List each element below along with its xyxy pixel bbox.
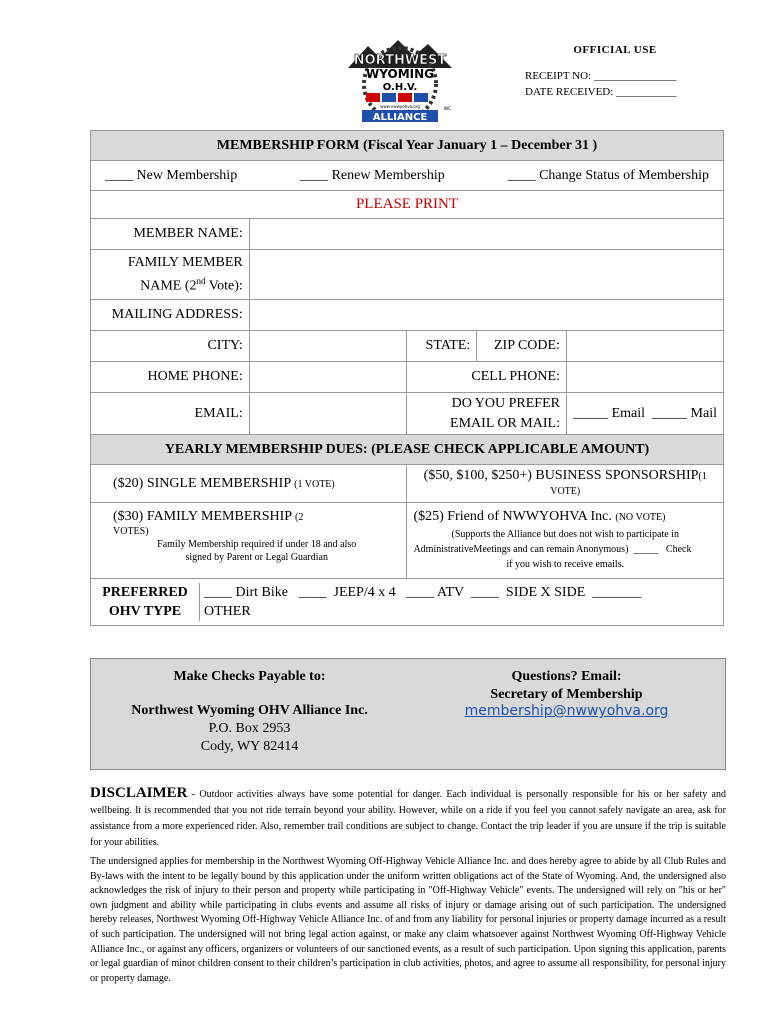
- logo-line4: ALLIANCE: [372, 112, 428, 122]
- business-sponsorship-option[interactable]: [407, 465, 724, 503]
- disclaimer: [90, 785, 726, 851]
- payment-info-box: [90, 658, 726, 770]
- logo-url: www.nwwyohva.org: [380, 104, 420, 109]
- disclaimer-text: - Outdoor activities always have some potential for danger. Each individual is personally responsible for his or her safety and wellbeing. It is recommended that you not ride terrain beyond your ability. However, while on a ride if you feel you cannot safely navigate an area, ask for assistance from a more experienced rider. Also, remember trail conditions are subject to change. Contact the trip leader if you are unsure if the trip is suitable for your abilities.: [90, 789, 726, 848]
- cell-phone-label: CELL PHONE:: [407, 362, 567, 393]
- friend-note-2: AdministrativeMeetings and can remain Anonymous) _____ Check: [413, 544, 692, 555]
- date-received: DATE RECEIVED: ___________: [525, 86, 677, 98]
- cell-phone-field[interactable]: [566, 362, 723, 393]
- friend-note-1: (Supports the Alliance but does not wish to participate in: [451, 529, 679, 540]
- family-membership-vote-1: (2: [295, 512, 304, 523]
- change-status-option[interactable]: ____ Change Status of Membership: [507, 167, 709, 183]
- single-membership-option[interactable]: [91, 465, 407, 503]
- prefer-choice[interactable]: _____ Email _____ Mail: [566, 393, 723, 435]
- mailing-address-label: MAILING ADDRESS:: [91, 300, 250, 331]
- agreement-text: The undersigned applies for membership in the Northwest Wyoming Off-Highway Vehicle Alliance Inc. and does hereby agree to abide by all Club Rules and By-laws with the intent to be legally bound by this application under the uniform written obligations act of the State of Wyoming. And, the undersigned also acknowledges the risk of injury to their person and property while participating in "Off-Highway Vehicle" events. The undersigned will rely on "his or her" own judgment and ability while participating in clubs events and assume all risks of injury or damage arising out of such participation. The undersigned hereby releases, Northwest Wyoming Off-Highway Vehicle Alliance Inc. of and from any liability for personal injuries or property damage incurred as a result of such participation. The undersigned will not bring legal action against, or make any claim whatsoever against Northwest Wyoming Off-Highway Vehicle Alliance Inc., or against any officers, organizers or volunteers of our sanctioned events, as a result of such participation. Upon signing this application, parents or legal guardian of minor children consent to their children’s participation in club activities, photos, and agree to assume all responsibility, for personal injury or property damage.: [90, 856, 726, 984]
- dues-title: YEARLY MEMBERSHIP DUES: (PLEASE CHECK APPLICABLE AMOUNT): [91, 435, 724, 465]
- logo-line3: O.H.V.: [382, 82, 418, 93]
- ohv-type-row: [91, 579, 724, 626]
- prefer-label: [407, 393, 567, 435]
- business-sponsorship-label: ($50, $100, $250+) BUSINESS SPONSORSHIP: [423, 468, 699, 483]
- please-print: PLEASE PRINT: [91, 191, 724, 219]
- email-field[interactable]: [249, 393, 407, 435]
- family-membership-option[interactable]: [91, 503, 407, 579]
- membership-type-row: [91, 161, 724, 191]
- disclaimer-title: DISCLAIMER: [90, 785, 188, 801]
- city-field[interactable]: [249, 331, 407, 362]
- questions-title: Questions? Email:: [511, 669, 622, 684]
- family-note-1: Family Membership required if under 18 and also: [157, 539, 357, 550]
- membership-form: [90, 130, 724, 626]
- prefer-label-2: EMAIL OR MAIL:: [450, 415, 560, 431]
- renew-membership-option[interactable]: ____ Renew Membership: [300, 167, 445, 183]
- alliance-logo: [340, 38, 462, 122]
- home-phone-label: HOME PHONE:: [91, 362, 250, 393]
- zip-code-field[interactable]: [566, 331, 723, 362]
- logo-line2: WYOMING: [366, 67, 434, 81]
- ohv-type-label-1: PREFERRED: [102, 585, 188, 600]
- family-member-label-1: FAMILY MEMBER: [127, 255, 243, 271]
- family-member-label-sup: nd: [196, 276, 206, 287]
- friend-option[interactable]: [407, 503, 724, 579]
- friend-note-3: if you wish to receive emails.: [506, 559, 625, 570]
- friend-vote: (NO VOTE): [615, 512, 666, 523]
- ohv-type-options[interactable]: ____ Dirt Bike ____ JEEP/4 x 4 ____ ATV ____ SIDE X SIDE _______: [204, 585, 642, 600]
- payee-name: Northwest Wyoming OHV Alliance Inc.: [131, 703, 368, 718]
- ohv-type-other[interactable]: OTHER: [204, 604, 251, 619]
- home-phone-field[interactable]: [249, 362, 407, 393]
- official-use-title: OFFICIAL USE: [573, 44, 657, 56]
- family-member-label-2a: NAME (2: [140, 278, 197, 294]
- member-name-field[interactable]: [249, 219, 723, 250]
- payee-box: P.O. Box 2953: [208, 721, 291, 736]
- receipt-no: RECEIPT NO: _______________: [525, 70, 677, 82]
- email-label: EMAIL:: [91, 393, 250, 435]
- state-label: STATE:: [407, 331, 477, 362]
- zip-code-label: ZIP CODE:: [477, 331, 567, 362]
- ohv-type-label: [97, 583, 200, 621]
- member-name-label: MEMBER NAME:: [91, 219, 250, 250]
- city-label: CITY:: [91, 331, 250, 362]
- business-vote-2: VOTE): [550, 486, 581, 497]
- family-note-2: signed by Parent or Legal Guardian: [185, 552, 328, 563]
- family-member-label-2b: Vote):: [205, 278, 243, 294]
- family-member-label: [91, 250, 250, 300]
- ohv-type-label-2: OHV TYPE: [108, 604, 182, 619]
- official-use-block: [525, 42, 705, 100]
- friend-label: ($25) Friend of NWWYOHVA Inc.: [413, 509, 612, 524]
- single-membership-label: ($20) SINGLE MEMBERSHIP: [113, 475, 291, 491]
- family-member-field[interactable]: [249, 250, 723, 300]
- single-membership-vote: (1 VOTE): [294, 478, 335, 490]
- membership-email-link[interactable]: membership@nwwyohva.org: [464, 703, 669, 719]
- logo-inc: INC.: [443, 106, 453, 111]
- logo-line1: NORTHWEST: [353, 53, 447, 68]
- payee-city: Cody, WY 82414: [200, 739, 299, 754]
- secretary-title: Secretary of Membership: [490, 687, 643, 702]
- form-title: MEMBERSHIP FORM (Fiscal Year January 1 – December 31 ): [91, 131, 724, 161]
- prefer-label-1: DO YOU PREFER: [451, 395, 560, 411]
- checks-payable-title: Make Checks Payable to:: [173, 669, 326, 684]
- mailing-address-field[interactable]: [249, 300, 723, 331]
- new-membership-option[interactable]: ____ New Membership: [105, 167, 238, 183]
- business-vote-1: (1: [698, 471, 707, 482]
- family-membership-label: ($30) FAMILY MEMBERSHIP: [113, 509, 292, 524]
- family-membership-vote-2: VOTES): [113, 526, 149, 537]
